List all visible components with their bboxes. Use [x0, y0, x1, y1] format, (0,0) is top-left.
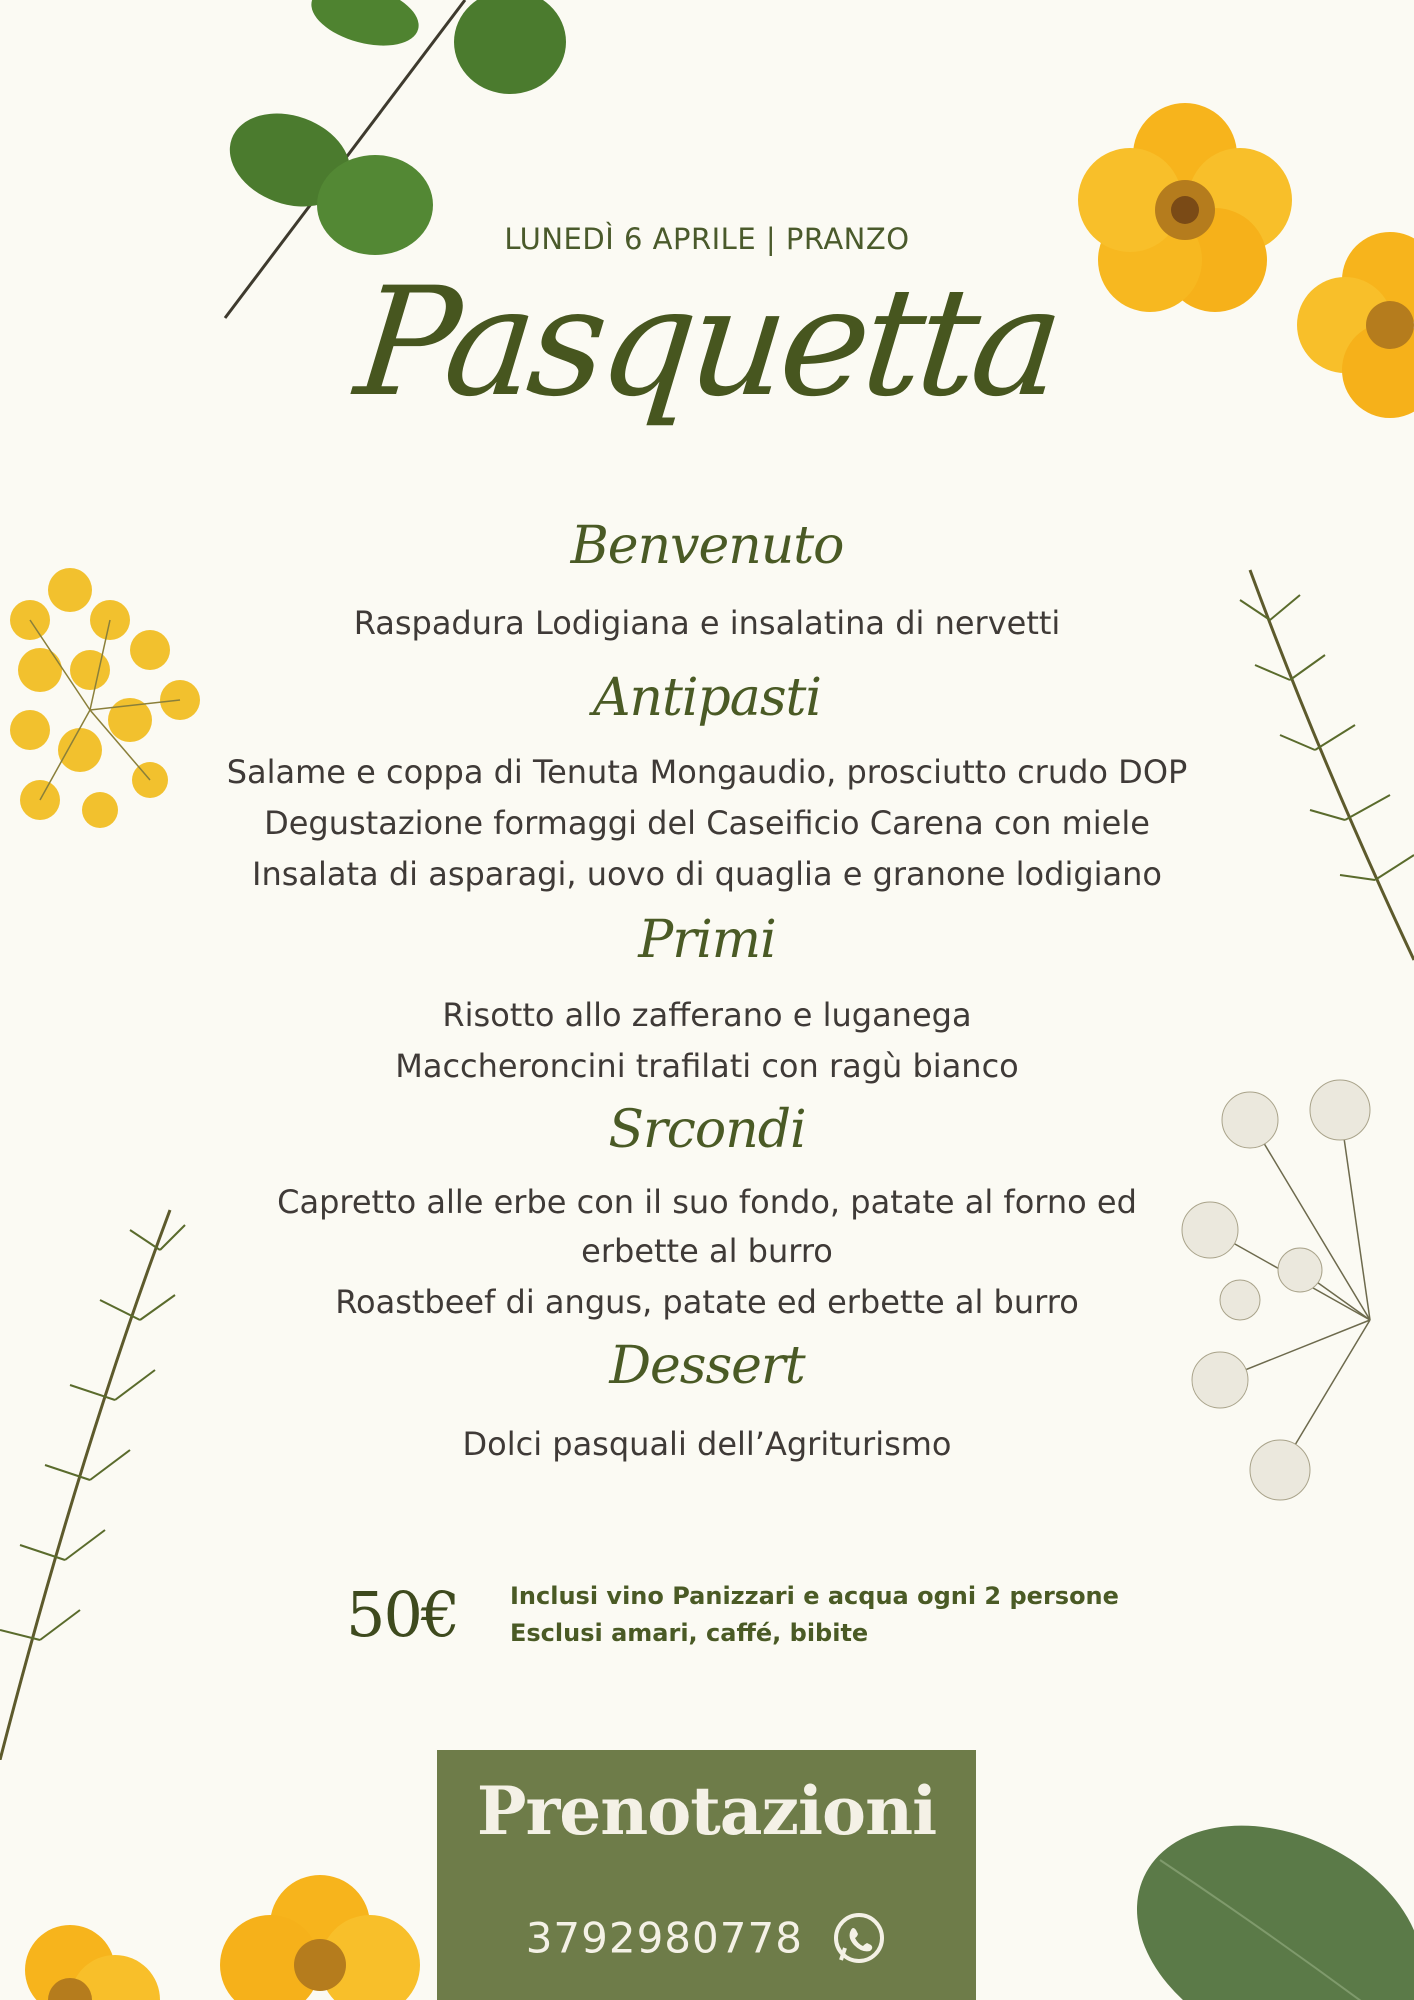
event-date: LUNEDÌ 6 APRILE | PRANZO — [504, 222, 910, 256]
yellow-flowers-bottom-left — [0, 1870, 430, 2000]
phone-row[interactable] — [437, 1910, 976, 1966]
menu-item: Capretto alle erbe con il suo fondo, patate al forno ed — [277, 1183, 1137, 1221]
price-notes — [510, 1578, 1119, 1652]
menu-item: Dolci pasquali dell’Agriturismo — [462, 1425, 952, 1463]
menu-item: Degustazione formaggi del Caseificio Carena con miele — [264, 804, 1150, 842]
booking-title: Prenotazioni — [476, 1772, 937, 1850]
sage-leaf-bottom-right — [1120, 1800, 1414, 2000]
price-note-excluded: Esclusi amari, caffé, bibite — [510, 1619, 869, 1647]
whatsapp-icon[interactable] — [831, 1910, 887, 1966]
section-title-primi: Primi — [638, 910, 776, 970]
menu-item: Roastbeef di angus, patate ed erbette al burro — [335, 1283, 1079, 1321]
menu-item: Salame e coppa di Tenuta Mongaudio, prosciutto crudo DOP — [226, 753, 1188, 791]
menu-item: Risotto allo zafferano e luganega — [442, 996, 972, 1034]
menu-item: Insalata di asparagi, uovo di quaglia e granone lodigiano — [252, 855, 1162, 893]
section-title-antipasti: Antipasti — [592, 668, 822, 728]
phone-number[interactable]: 3792980778 — [525, 1913, 803, 1963]
booking-box — [437, 1750, 976, 2000]
price: 50€ — [346, 1578, 459, 1651]
section-title-benvenuto: Benvenuto — [570, 516, 844, 576]
price-note-included: Inclusi vino Panizzari e acqua ogni 2 persone — [510, 1582, 1119, 1610]
menu-item: Raspadura Lodigiana e insalatina di nervetti — [353, 604, 1061, 642]
menu-item: erbette al burro — [581, 1232, 833, 1270]
section-title-secondi: Srcondi — [608, 1100, 806, 1160]
page-title: Pasquetta — [348, 256, 1066, 430]
menu-item: Maccheroncini trafilati con ragù bianco — [395, 1047, 1019, 1085]
section-title-dessert: Dessert — [609, 1336, 805, 1396]
